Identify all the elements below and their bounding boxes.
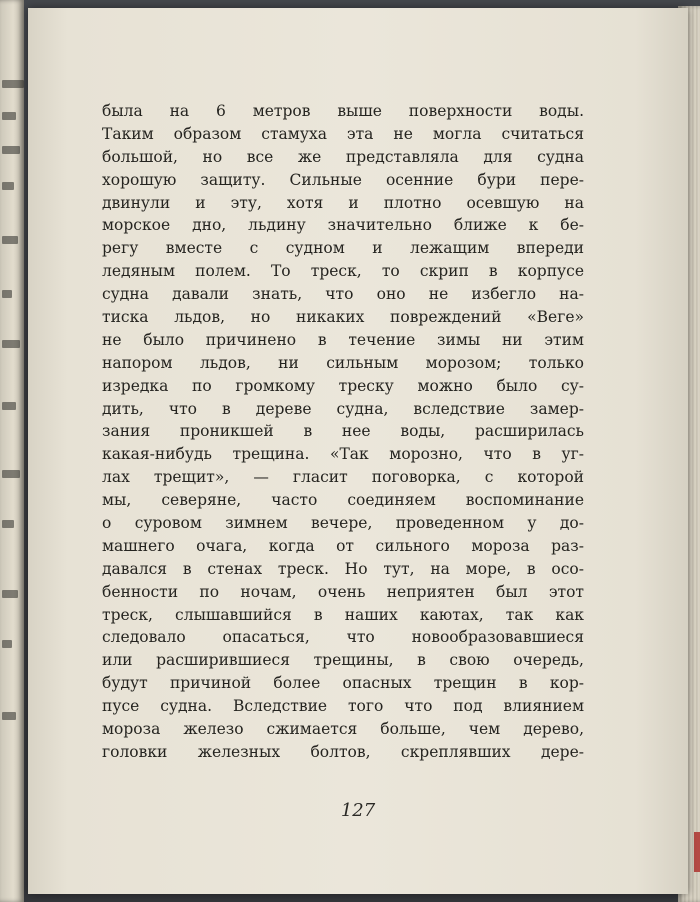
text-line: будут причиной более опасных трещин в кор- [102, 674, 584, 693]
text-line: двинули и эту, хотя и плотно осевшую на [102, 193, 584, 212]
adjacent-page-text-fragment [2, 640, 12, 648]
text-line: большой, но все же представляла для судна [102, 147, 584, 166]
text-line: судна давали знать, что оно не избегло на- [102, 285, 584, 304]
text-line: о суровом зимнем вечере, проведенном у до- [102, 514, 584, 533]
text-line: мы, северяне, часто соединяем воспоминание [102, 491, 584, 510]
text-line: следовало опасаться, что новообразовавшиеся [102, 628, 584, 647]
text-line: бенности по ночам, очень неприятен был этот [102, 582, 584, 601]
text-line: лах трещит», — гласит поговорка, с которой [102, 468, 584, 487]
adjacent-page-text-fragment [2, 290, 12, 298]
text-line: машнего очага, когда от сильного мороза раз- [102, 536, 584, 555]
text-line: напором льдов, ни сильным морозом; только [102, 353, 584, 372]
text-line: давался в стенах треск. Но тут, на море, в осо- [102, 559, 584, 578]
text-line: какая-нибудь трещина. «Так морозно, что в уг- [102, 445, 584, 464]
adjacent-page-edge [0, 0, 24, 902]
page-number: 127 [340, 800, 376, 821]
text-line: мороза железо сжимается больше, чем дерево, [102, 720, 584, 739]
text-line: тиска льдов, но никаких повреждений «Веге» [102, 308, 584, 327]
text-line: головки железных болтов, скреплявших дере- [102, 742, 584, 761]
adjacent-page-text-fragment [2, 182, 14, 190]
text-line: хорошую защиту. Сильные осенние бури пере- [102, 170, 584, 189]
text-line: дить, что в дереве судна, вследствие замер- [102, 399, 584, 418]
text-line: изредка по громкому треску можно было су- [102, 376, 584, 395]
text-line: была на 6 метров выше поверхности воды. [102, 102, 584, 120]
text-line: не было причинено в течение зимы ни этим [102, 330, 584, 349]
text-line: зания проникшей в нее воды, расширилась [102, 422, 584, 441]
adjacent-page-text-fragment [2, 590, 18, 598]
body-text [102, 100, 584, 764]
text-line: треск, слышавшийся в наших каютах, так как [102, 605, 584, 624]
adjacent-page-text-fragment [2, 236, 18, 244]
text-line: ледяным полем. То треск, то скрип в корпусе [102, 262, 584, 281]
book-page [28, 8, 688, 894]
text-line: или расширившиеся трещины, в свою очередь, [102, 651, 584, 670]
adjacent-page-text-fragment [2, 712, 16, 720]
text-line: пусе судна. Вследствие того что под влиянием [102, 697, 584, 716]
bookmark-ribbon [694, 832, 700, 872]
adjacent-page-text-fragment [2, 470, 20, 478]
text-line: Таким образом стамуха эта не могла считаться [102, 124, 584, 143]
text-line: морское дно, льдину значительно ближе к бе- [102, 216, 584, 235]
adjacent-page-text-fragment [2, 402, 16, 410]
adjacent-page-text-fragment [2, 112, 16, 120]
adjacent-page-text-fragment [2, 80, 24, 88]
adjacent-page-text-fragment [2, 146, 20, 154]
adjacent-page-text-fragment [2, 340, 20, 348]
text-line: регу вместе с судном и лежащим впереди [102, 239, 584, 258]
adjacent-page-text-fragment [2, 520, 14, 528]
